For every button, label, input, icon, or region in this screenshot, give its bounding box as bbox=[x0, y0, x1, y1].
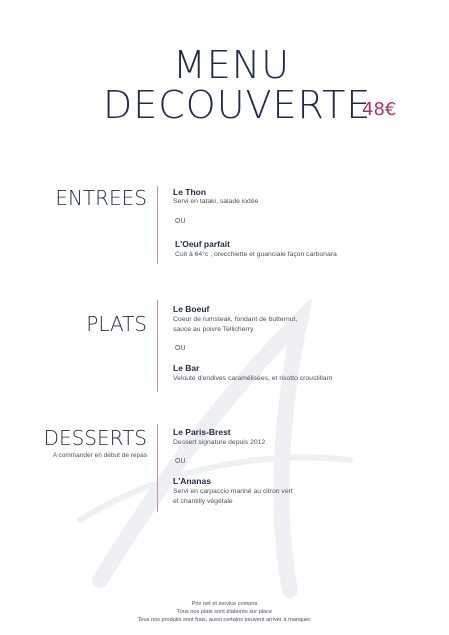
dish-desc: Coeur de rumsteak, fondant de butternut, bbox=[173, 316, 298, 323]
menu-title-line2: DECOUVERTE bbox=[103, 83, 372, 127]
dish-desc: Servi en carpaccio mariné au citron vert bbox=[173, 488, 293, 495]
watermark-logo bbox=[60, 300, 360, 600]
menu-title-line1: MENU bbox=[173, 43, 291, 87]
dish-desc: Velouté d'endives caramélisées, et risotto croustillant bbox=[173, 375, 333, 382]
dish-desc: Cuit à 64°c , orecchiette et guanciale façon carbonara bbox=[175, 251, 337, 258]
section-title-desserts: DESSERTS bbox=[43, 426, 147, 450]
or-separator: OU bbox=[175, 345, 186, 352]
section-divider bbox=[157, 424, 158, 512]
menu-price: 48€ bbox=[362, 99, 397, 120]
dish-name: Le Thon bbox=[173, 187, 207, 197]
dish-name: Le Bar bbox=[173, 363, 200, 373]
dish-name: L'Ananas bbox=[173, 476, 211, 486]
dish-desc: sauce au poivre Tellicherry bbox=[173, 326, 254, 333]
or-separator: OU bbox=[175, 458, 186, 465]
footer-line: Tous nos plats sont élaborés sur place bbox=[176, 609, 273, 615]
dish-name: Le Boeuf bbox=[173, 304, 210, 314]
footer-line: Prix net et service compris bbox=[191, 601, 258, 607]
footer-line: Tous nos produits sont frais, aussi certains peuvent arriver à manquer. bbox=[137, 617, 312, 623]
or-separator: OU bbox=[175, 218, 186, 225]
dish-name: Le Paris-Brest bbox=[173, 427, 231, 437]
section-title-entrees: ENTREES bbox=[55, 186, 147, 210]
dish-desc: Servi en tataki, salade iodée bbox=[173, 198, 259, 205]
section-divider bbox=[157, 186, 158, 264]
dish-desc: et chantilly végétale bbox=[173, 498, 233, 505]
section-title-plats: PLATS bbox=[86, 312, 147, 336]
section-note: A commander en début de repas bbox=[52, 452, 147, 459]
section-divider bbox=[157, 300, 158, 392]
dish-desc: Dessert signature depuis 2012 bbox=[173, 439, 266, 446]
dish-name: L'Oeuf parfait bbox=[175, 239, 230, 249]
